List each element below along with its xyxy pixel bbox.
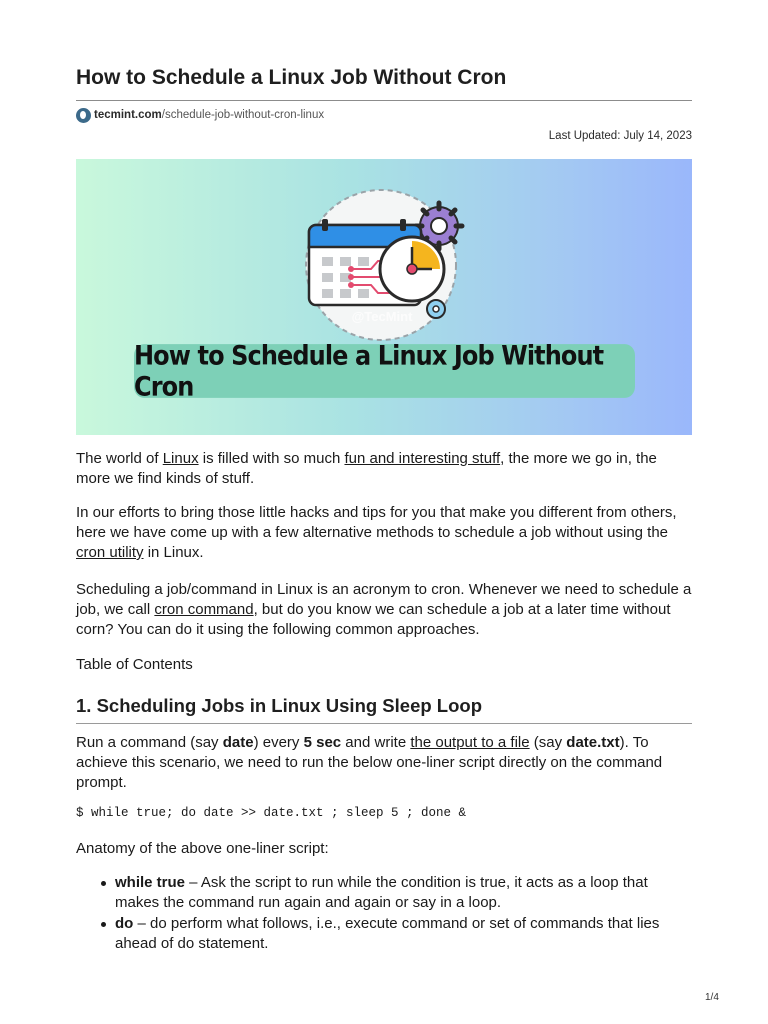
- source-url[interactable]: [76, 107, 324, 123]
- hero-banner-title: How to Schedule a Linux Job Without Cron: [134, 344, 635, 398]
- table-of-contents[interactable]: Table of Contents: [76, 656, 193, 673]
- linux-link[interactable]: Linux: [162, 450, 199, 467]
- page-title: How to Schedule a Linux Job Without Cron: [76, 66, 507, 89]
- fun-stuff-link[interactable]: fun and interesting stuff: [344, 450, 501, 467]
- page-number: 1/4: [705, 992, 719, 1003]
- list-item: [76, 914, 692, 954]
- watermark: @TecMint: [351, 309, 413, 324]
- intro-paragraph-2: [76, 503, 692, 563]
- section-divider: [76, 723, 692, 724]
- intro-text-2: ) every: [253, 734, 304, 751]
- para1-text-1: The world of: [76, 450, 163, 467]
- small-gear-icon: [427, 300, 445, 318]
- code-snippet: $ while true; do date >> date.txt ; sleep 5 ; done &: [76, 806, 467, 820]
- clock-icon: [380, 237, 444, 301]
- para2-text-2: in Linux.: [143, 544, 204, 561]
- intro-paragraph-1: [76, 449, 692, 489]
- source-path: /schedule-job-without-cron-linux: [161, 109, 325, 121]
- last-updated: Last Updated: July 14, 2023: [548, 130, 692, 142]
- para2-text-1: In our efforts to bring those little hacks and tips for you that make you different from others, here we have come up with a few alternative methods to schedule a job without using the: [76, 504, 677, 541]
- bullet-desc: – Ask the script to run while the condition is true, it acts as a loop that makes the command run again and again or say in a loop.: [115, 874, 648, 911]
- cron-command-link[interactable]: cron command: [154, 601, 254, 618]
- cron-utility-link[interactable]: cron utility: [76, 544, 144, 561]
- para1-text-2: is filled with so much: [198, 450, 345, 467]
- source-domain: tecmint.com: [94, 109, 162, 121]
- para1-text-3: , the more we go in, the more we find kinds of stuff.: [76, 450, 657, 487]
- para3-text-1: Scheduling a job/command in Linux is an acronym to cron. Whenever we need to schedule a job, we call: [76, 581, 692, 618]
- intro-paragraph-3: [76, 580, 692, 640]
- section-heading: 1. Scheduling Jobs in Linux Using Sleep Loop: [76, 695, 483, 716]
- intro-bold-interval: 5 sec: [303, 734, 342, 751]
- intro-text-4: (say: [529, 734, 567, 751]
- section-intro: [76, 733, 692, 793]
- bullet-term: while true: [115, 874, 186, 891]
- intro-text-5: ). To achieve this scenario, we need to run the below one-liner script directly on the command prompt.: [76, 734, 663, 791]
- output-to-file-link[interactable]: the output to a file: [410, 734, 530, 751]
- anatomy-label: Anatomy of the above one-liner script:: [76, 840, 329, 857]
- bullet-term: do: [115, 915, 134, 932]
- intro-bold-date: date: [222, 734, 254, 751]
- list-item: [76, 873, 692, 913]
- site-favicon-icon: [76, 108, 91, 123]
- intro-text-3: and write: [341, 734, 411, 751]
- bullet-desc: – do perform what follows, i.e., execute command or set of commands that lies ahead of do statement.: [115, 915, 660, 952]
- para3-text-2: , but do you know we can schedule a job at a later time without corn? You can do it using the following common approaches.: [76, 601, 671, 638]
- anatomy-list: [76, 873, 692, 955]
- intro-text-1: Run a command (say: [76, 734, 223, 751]
- hero-image: [76, 159, 692, 435]
- title-divider: [76, 100, 692, 101]
- intro-bold-filename: date.txt: [566, 734, 620, 751]
